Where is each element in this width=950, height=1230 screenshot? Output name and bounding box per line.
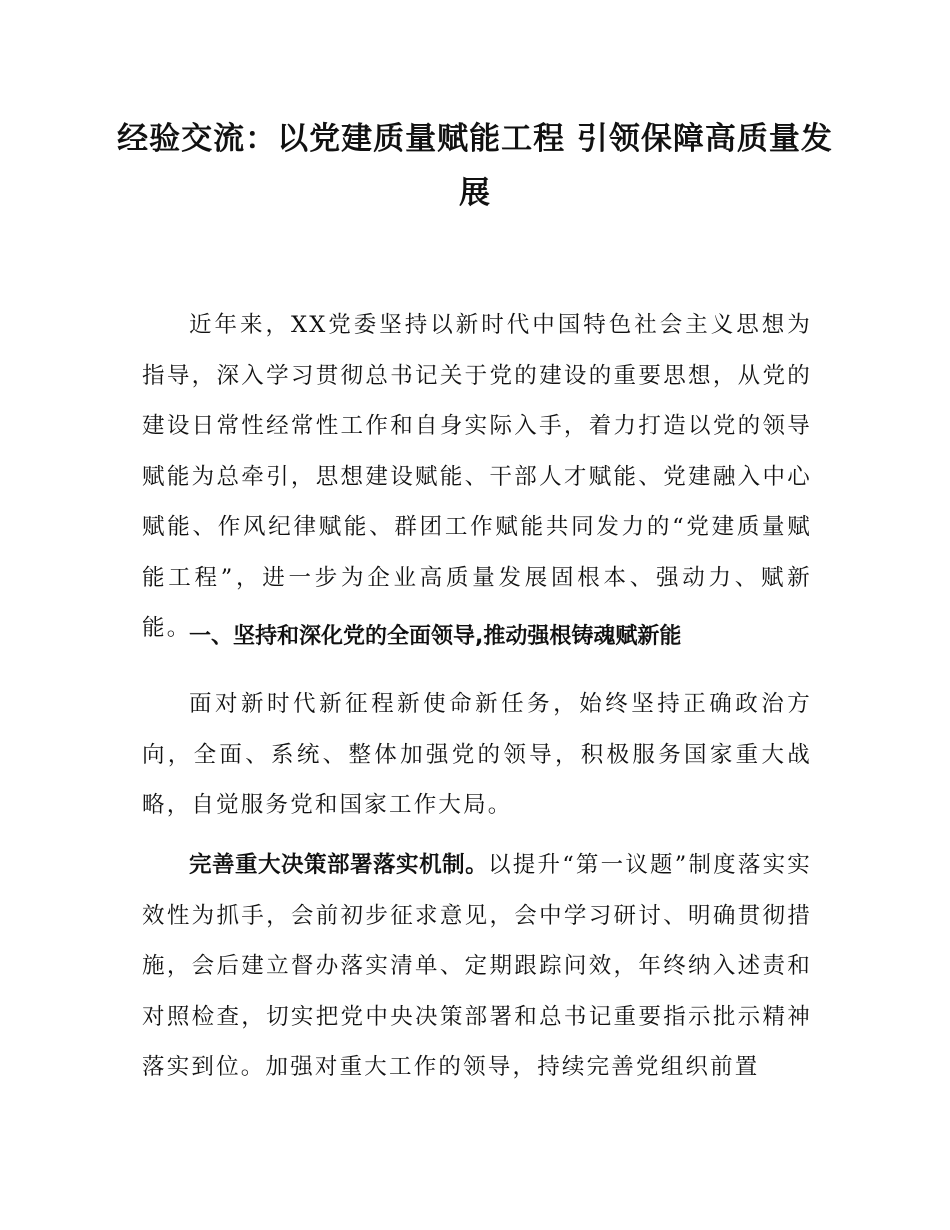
paragraph-body-text: 以提升“第一议题”制度落实实效性为抓手，会前初步征求意见，会中学习研讨、明确贯彻措施，会后建立督办落实清单、定期跟踪问效，年终纳入述责和对照检查，切实把党中央决策部署和总书记重要指示批示精神落实到位。加强对重大工作的领导，持续完善党组织前置 xyxy=(142,852,812,1080)
document-title: 经验交流：以党建质量赋能工程 引领保障高质量发展 xyxy=(117,121,833,211)
mechanism-paragraph xyxy=(142,840,812,1093)
section-paragraph: 面对新时代新征程新使命新任务，始终坚持正确政治方向，全面、系统、整体加强党的领导，积极服务国家重大战略，自觉服务党和国家工作大局。 xyxy=(142,691,812,818)
section-heading: 一、坚持和深化党的全面领导,推动强根铸魂赋新能 xyxy=(189,624,682,649)
intro-paragraph: 近年来，XX党委坚持以新时代中国特色社会主义思想为指导，深入学习贯彻总书记关于党的建设的重要思想，从党的建设日常性经常性工作和自身实际入手，着力打造以党的领导赋能为总牵引，思想建设赋能、干部人才赋能、党建融入中心赋能、作风纪律赋能、群团工作赋能共同发力的“党建质量赋能工程”，进一步为企业高质量发展固根本、强动力、赋新能。 xyxy=(142,312,812,641)
paragraph-lead-phrase: 完善重大决策部署落实机制。 xyxy=(189,852,489,878)
